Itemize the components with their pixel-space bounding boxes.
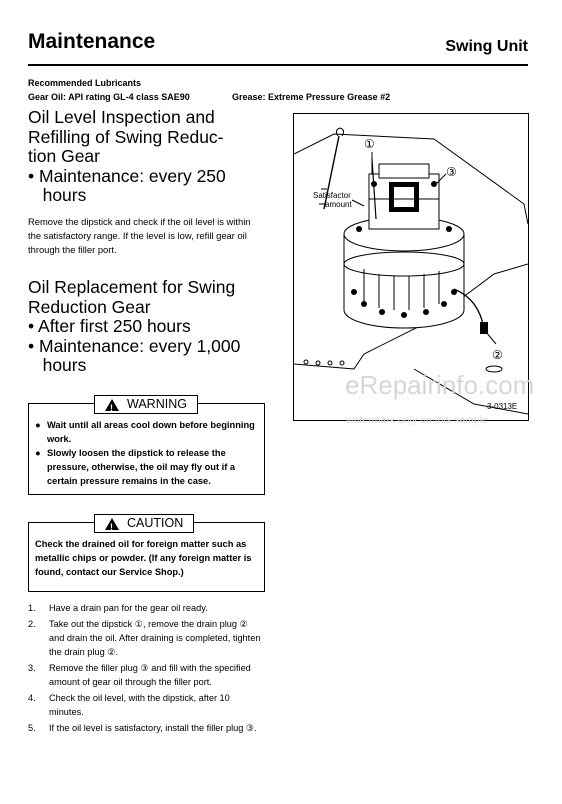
caution-triangle-icon: ! xyxy=(105,518,119,530)
step-item: 1. Have a drain pan for the gear oil ready. xyxy=(28,603,208,613)
warning-triangle-icon: ! xyxy=(105,399,119,411)
section2-bullet: hours xyxy=(28,355,87,375)
caution-box xyxy=(28,516,265,592)
figure-code: 3-0313E xyxy=(487,402,518,411)
section1-title-line: Oil Level Inspection and xyxy=(28,107,215,127)
gear-oil-spec: Gear Oil: API rating GL-4 class SAE90 xyxy=(28,92,190,102)
section1-title-line: tion Gear xyxy=(28,146,100,166)
lubricants-heading: Recommended Lubricants xyxy=(28,78,142,88)
warning-box xyxy=(28,397,265,495)
figure-callout: ③ xyxy=(446,165,457,179)
watermark-subtext: watermark only on this sample xyxy=(346,414,488,426)
section-name: Swing Unit xyxy=(445,38,528,55)
section1-heading xyxy=(28,108,226,206)
satisfactory-label: Satisfactor xyxy=(313,191,351,200)
figure-callout: ① xyxy=(364,137,375,151)
section2-bullet: • After first 250 hours xyxy=(28,316,191,336)
warning-item: ● Slowly loosen the dipstick to release the pressure, otherwise, the oil may fly out if a certain pressure remains in the case. xyxy=(35,448,236,486)
step-item: 3. Remove the filler plug ③ and fill with the specified amount of gear oil through the filler port. xyxy=(28,663,251,687)
amount-label: amount xyxy=(325,200,352,209)
step-item: 2. Take out the dipstick ①, remove the drain plug ② and drain the oil. After draining is completed, tighten the drain plug ②. xyxy=(28,619,261,657)
section2-title-line: Reduction Gear xyxy=(28,296,151,317)
page-title: Maintenance xyxy=(28,30,156,53)
warning-item: ● Wait until all areas cool down before beginning work. xyxy=(35,420,255,444)
section1-bullet: hours xyxy=(28,185,87,205)
procedure-steps xyxy=(28,601,264,737)
caution-text: Check the drained oil for foreign matter such as metallic chips or powder. (If any foreign matter is found, contact our Service Shop.) xyxy=(35,539,252,577)
warning-label: WARNING xyxy=(127,397,187,411)
section1-bullet: • Maintenance: every 250 xyxy=(28,165,226,186)
section1-title-line: Refilling of Swing Reduc- xyxy=(28,126,224,147)
header-rule xyxy=(28,64,528,66)
section1-paragraph: Remove the dipstick and check if the oil level is within the satisfactory range. If the level is low, refill gear oil through the filler port. xyxy=(28,216,251,255)
bullet-icon: ● xyxy=(35,420,41,430)
caution-label-box xyxy=(94,514,194,533)
step-item: 4. Check the oil level, with the dipstick, after 10 minutes. xyxy=(28,693,230,717)
caution-label: CAUTION xyxy=(127,516,184,530)
section2-bullet: • Maintenance: every 1,000 xyxy=(28,335,241,356)
step-item: 5. If the oil level is satisfactory, install the filler plug ③. xyxy=(28,723,257,733)
bullet-icon: ● xyxy=(35,448,41,458)
section2-title-line: Oil Replacement for Swing xyxy=(28,277,236,297)
grease-spec: Grease: Extreme Pressure Grease #2 xyxy=(232,92,391,102)
figure-callout: ② xyxy=(492,348,503,362)
warning-label-box xyxy=(94,395,198,414)
section2-heading xyxy=(28,278,240,376)
watermark-text: eRepairinfo.com xyxy=(345,370,535,400)
